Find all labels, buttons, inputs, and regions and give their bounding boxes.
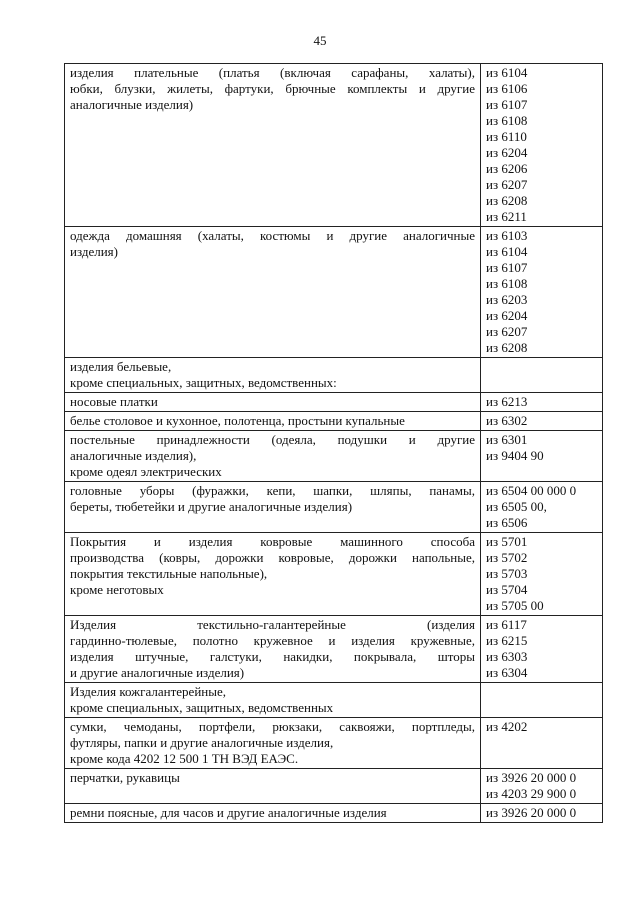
tn-ved-codes-cell <box>481 533 603 616</box>
goods-table <box>64 63 603 823</box>
description-line: юбки, блузки, жилеты, фартуки, брючные комплекты и другие <box>70 81 475 96</box>
description-line: и другие аналогичные изделия) <box>70 665 245 680</box>
tn-ved-codes-cell <box>481 393 603 412</box>
tn-ved-code: из 6213 <box>486 394 528 409</box>
description-line: аналогичные изделия), <box>70 448 197 463</box>
description-line: кроме специальных, защитных, ведомственных <box>70 700 334 715</box>
tn-ved-code: из 6204 <box>486 145 528 160</box>
tn-ved-codes-cell <box>481 64 603 227</box>
tn-ved-codes-cell <box>481 482 603 533</box>
description-line: белье столовое и кухонное, полотенца, простыни купальные <box>70 413 405 428</box>
description-line: береты, тюбетейки и другие аналогичные изделия) <box>70 499 353 514</box>
description-line: аналогичные изделия) <box>70 97 194 112</box>
tn-ved-code: из 6208 <box>486 340 528 355</box>
tn-ved-codes-cell <box>481 358 603 393</box>
tn-ved-code: из 6110 <box>486 129 527 144</box>
tn-ved-code: из 5705 00 <box>486 598 544 613</box>
description-line: Покрытия и изделия ковровые машинного способа <box>70 534 475 549</box>
goods-description-cell <box>65 804 481 823</box>
tn-ved-codes-cell <box>481 412 603 431</box>
tn-ved-codes-cell <box>481 616 603 683</box>
tn-ved-code: из 6303 <box>486 649 528 664</box>
tn-ved-code: из 5704 <box>486 582 528 597</box>
description-line: покрытия текстильные напольные), <box>70 566 268 581</box>
description-line: изделия плательные (платья (включая сарафаны, халаты), <box>70 65 475 80</box>
tn-ved-code: из 6207 <box>486 324 528 339</box>
description-line: кроме специальных, защитных, ведомственных: <box>70 375 337 390</box>
goods-description-cell <box>65 769 481 804</box>
table-row <box>65 718 603 769</box>
page-number: 45 <box>313 33 327 48</box>
description-line: постельные принадлежности (одеяла, подушки и другие <box>70 432 475 447</box>
tn-ved-code: из 6203 <box>486 292 528 307</box>
description-line: производства (ковры, дорожки ковровые, дорожки напольные, <box>70 550 475 565</box>
tn-ved-code: из 6117 <box>486 617 527 632</box>
tn-ved-code: из 6504 00 000 0 <box>486 483 577 498</box>
table-row <box>65 769 603 804</box>
tn-ved-code: из 6108 <box>486 276 528 291</box>
tn-ved-code: из 6106 <box>486 81 528 96</box>
goods-description-cell <box>65 227 481 358</box>
tn-ved-codes-cell <box>481 227 603 358</box>
goods-description-cell <box>65 393 481 412</box>
tn-ved-code: из 6103 <box>486 228 528 243</box>
table-row <box>65 393 603 412</box>
table-row <box>65 616 603 683</box>
description-line: носовые платки <box>70 394 158 409</box>
table-row <box>65 227 603 358</box>
tn-ved-code: из 3926 20 000 0 <box>486 770 577 785</box>
goods-description-cell <box>65 431 481 482</box>
tn-ved-codes-cell <box>481 804 603 823</box>
description-line: футляры, папки и другие аналогичные изделия, <box>70 735 334 750</box>
tn-ved-code: из 3926 20 000 0 <box>486 805 577 820</box>
tn-ved-code: из 6301 <box>486 432 528 447</box>
description-line: сумки, чемоданы, портфели, рюкзаки, саквояжи, портпледы, <box>70 719 475 734</box>
tn-ved-code: из 5703 <box>486 566 528 581</box>
tn-ved-code: из 6506 <box>486 515 528 530</box>
description-line: ремни поясные, для часов и другие аналогичные изделия <box>70 805 387 820</box>
tn-ved-code: из 6104 <box>486 65 528 80</box>
description-line: одежда домашняя (халаты, костюмы и другие аналогичные <box>70 228 475 243</box>
tn-ved-code: из 5702 <box>486 550 528 565</box>
tn-ved-code: из 9404 90 <box>486 448 544 463</box>
tn-ved-codes-cell <box>481 769 603 804</box>
tn-ved-code: из 6204 <box>486 308 528 323</box>
description-line: Изделия кожгалантерейные, <box>70 684 226 699</box>
goods-description-cell <box>65 533 481 616</box>
description-line: изделия) <box>70 244 118 259</box>
goods-description-cell <box>65 358 481 393</box>
tn-ved-code: из 6108 <box>486 113 528 128</box>
description-line: перчатки, рукавицы <box>70 770 180 785</box>
table-row <box>65 64 603 227</box>
table-row <box>65 358 603 393</box>
description-line: гардинно-тюлевые, полотно кружевное и изделия кружевные, <box>70 633 475 648</box>
tn-ved-code: из 6104 <box>486 244 528 259</box>
tn-ved-code: из 5701 <box>486 534 528 549</box>
description-line: кроме неготовых <box>70 582 164 597</box>
description-line: изделия штучные, галстуки, накидки, покрывала, шторы <box>70 649 475 664</box>
description-line: головные уборы (фуражки, кепи, шапки, шляпы, панамы, <box>70 483 475 498</box>
goods-description-cell <box>65 412 481 431</box>
table-row <box>65 482 603 533</box>
tn-ved-code: из 6505 00, <box>486 499 547 514</box>
table-row <box>65 412 603 431</box>
table-row <box>65 431 603 482</box>
tn-ved-code: из 6206 <box>486 161 528 176</box>
tn-ved-code: из 6107 <box>486 97 528 112</box>
goods-description-cell <box>65 616 481 683</box>
goods-description-cell <box>65 683 481 718</box>
goods-description-cell <box>65 64 481 227</box>
description-line: изделия бельевые, <box>70 359 172 374</box>
tn-ved-code: из 6302 <box>486 413 528 428</box>
tn-ved-codes-cell <box>481 718 603 769</box>
tn-ved-code: из 6207 <box>486 177 528 192</box>
table-row <box>65 804 603 823</box>
tn-ved-codes-cell <box>481 683 603 718</box>
tn-ved-code: из 6107 <box>486 260 528 275</box>
tn-ved-code: из 4203 29 900 0 <box>486 786 577 801</box>
description-line: кроме кода 4202 12 500 1 ТН ВЭД ЕАЭС. <box>70 751 299 766</box>
description-line: кроме одеял электрических <box>70 464 222 479</box>
description-line: Изделия текстильно-галантерейные (изделия <box>70 617 475 632</box>
tn-ved-code: из 6304 <box>486 665 528 680</box>
table-row <box>65 683 603 718</box>
goods-description-cell <box>65 482 481 533</box>
tn-ved-code: из 6208 <box>486 193 528 208</box>
tn-ved-codes-cell <box>481 431 603 482</box>
tn-ved-code: из 4202 <box>486 719 528 734</box>
table-row <box>65 533 603 616</box>
tn-ved-code: из 6211 <box>486 209 527 224</box>
tn-ved-code: из 6215 <box>486 633 528 648</box>
goods-description-cell <box>65 718 481 769</box>
